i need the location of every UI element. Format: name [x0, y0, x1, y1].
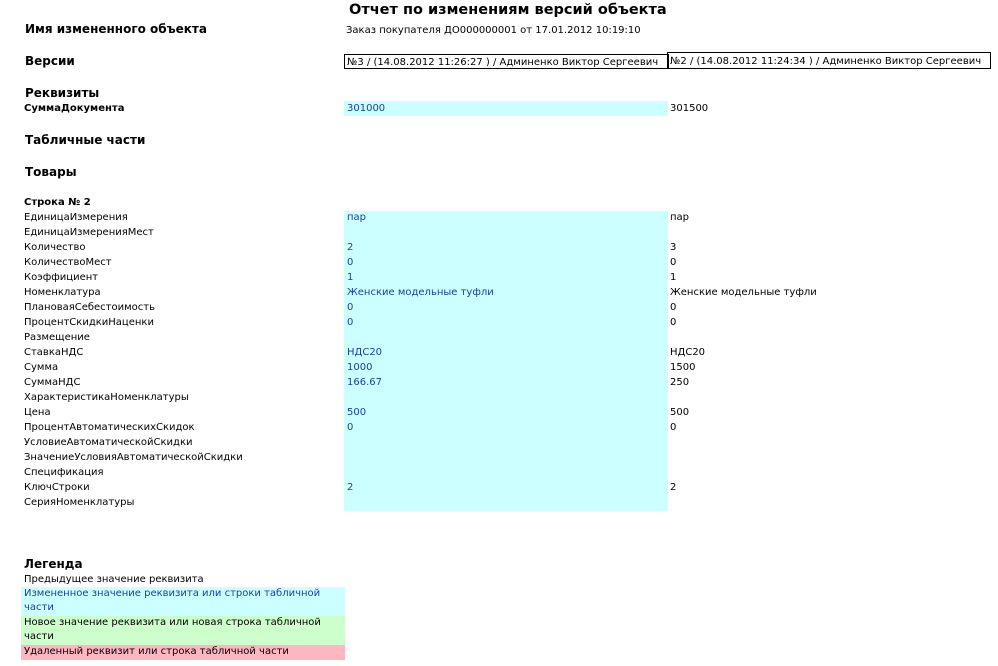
row-field-value-v2: 0 [670, 317, 677, 328]
legend-deleted: Удаленный реквизит или строка табличной части [21, 645, 345, 660]
row-field-value-v1: 500 [347, 407, 367, 418]
row-field-value-v1: 1000 [347, 362, 373, 373]
row-field-name: КоличествоМест [24, 257, 112, 268]
row-field-value-v2: 1500 [670, 362, 696, 373]
object-label: Имя измененного объекта [25, 22, 207, 36]
row-field-value-v2: 2 [670, 482, 677, 493]
goods-label: Товары [25, 165, 77, 179]
tabular-parts-label: Табличные части [25, 133, 146, 147]
legend-changed: Измененное значение реквизита или строки табличной части [21, 587, 345, 616]
row-field-value-v1: 0 [347, 317, 354, 328]
attribute-value-v1: 301000 [347, 103, 386, 114]
version-2-header: №2 / (14.08.2012 11:24:34 ) / Админенко Виктор Сергеевич [667, 52, 991, 69]
row-field-name: СтавкаНДС [24, 347, 84, 358]
row-field-name: ЕдиницаИзмеренияМест [24, 227, 154, 238]
row-field-name: Номенклатура [24, 287, 101, 298]
row-label: Строка № 2 [24, 197, 91, 208]
row-field-value-v1: 2 [347, 482, 354, 493]
row-field-value-v2: пар [670, 212, 690, 223]
row-field-value-v2: 250 [670, 377, 690, 388]
row-field-name: Коэффициент [24, 272, 99, 283]
row-field-name: ЗначениеУсловияАвтоматическойСкидки [24, 452, 243, 463]
row-field-name: Цена [24, 407, 51, 418]
row-field-value-v1: 1 [347, 272, 354, 283]
row-field-value-v1: 166.67 [347, 377, 382, 388]
versions-label: Версии [25, 54, 75, 68]
legend-new: Новое значение реквизита или новая строка табличной части [21, 616, 345, 645]
row-field-name: Размещение [24, 332, 90, 343]
row-field-name: ПлановаяСебестоимость [24, 302, 156, 313]
row-field-name: ЕдиницаИзмерения [24, 212, 128, 223]
row-field-value-v2: 500 [670, 407, 690, 418]
attributes-label: Реквизиты [25, 86, 100, 100]
attribute-changed-cell [344, 101, 668, 116]
row-field-name: Сумма [24, 362, 59, 373]
object-value: Заказ покупателя ДО000000001 от 17.01.2012 10:19:10 [346, 25, 641, 36]
row-field-name: ПроцентАвтоматическихСкидок [24, 422, 195, 433]
row-field-value-v2: 0 [670, 257, 677, 268]
row-field-value-v2: 0 [670, 422, 677, 433]
row-field-value-v2: Женские модельные туфли [670, 287, 817, 298]
row-field-value-v2: 0 [670, 302, 677, 313]
row-field-name: СерияНоменклатуры [24, 497, 135, 508]
row-field-name: УсловиеАвтоматическойСкидки [24, 437, 193, 448]
row-field-value-v1: 0 [347, 257, 354, 268]
row-field-name: ХарактеристикаНоменклатуры [24, 392, 189, 403]
attribute-value-v2: 301500 [670, 103, 709, 114]
row-field-name: Количество [24, 242, 86, 253]
row-field-name: ПроцентСкидкиНаценки [24, 317, 154, 328]
row-field-value-v1: пар [347, 212, 367, 223]
legend-previous: Предыдущее значение реквизита [24, 574, 204, 585]
row-field-value-v1: НДС20 [347, 347, 383, 358]
legend-label: Легенда [24, 557, 83, 571]
changed-row-block [344, 211, 668, 511]
row-field-value-v2: 1 [670, 272, 677, 283]
row-field-value-v2: 3 [670, 242, 677, 253]
row-field-value-v2: НДС20 [670, 347, 706, 358]
row-field-name: Спецификация [24, 467, 104, 478]
row-field-name: СуммаНДС [24, 377, 81, 388]
version-1-header: №3 / (14.08.2012 11:26:27 ) / Админенко Виктор Сергеевич [344, 54, 669, 69]
row-field-value-v1: 0 [347, 422, 354, 433]
attribute-name: СуммаДокумента [24, 103, 125, 114]
row-field-value-v1: 2 [347, 242, 354, 253]
page-title: Отчет по изменениям версий объекта [349, 2, 667, 18]
row-field-value-v1: Женские модельные туфли [347, 287, 494, 298]
row-field-value-v1: 0 [347, 302, 354, 313]
row-field-name: КлючСтроки [24, 482, 90, 493]
